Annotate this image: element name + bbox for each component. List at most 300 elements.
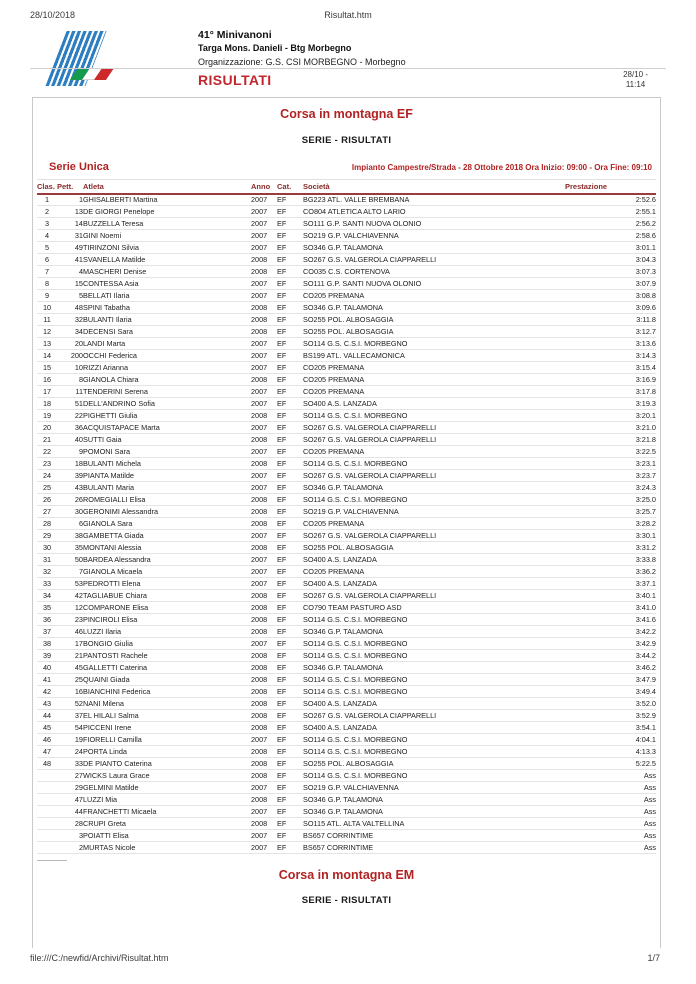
table-row: [37, 314, 656, 326]
cell-prestazione: 3:14.3: [565, 350, 656, 362]
cell-societa: SO400 A.S. LANZADA: [303, 722, 565, 734]
cell-prestazione: 3:11.8: [565, 314, 656, 326]
cell-clas: 46: [37, 734, 57, 746]
cell-pett: 53: [57, 578, 83, 590]
cell-atleta: LANDI Marta: [83, 338, 251, 350]
cell-clas: 9: [37, 290, 57, 302]
cell-prestazione: 3:25.7: [565, 506, 656, 518]
cell-prestazione: Ass: [565, 806, 656, 818]
cell-cat: EF: [277, 278, 303, 290]
cell-atleta: COMPARONE Elisa: [83, 602, 251, 614]
cell-atleta: FRANCHETTI Micaela: [83, 806, 251, 818]
cell-societa: SO114 G.S. C.S.I. MORBEGNO: [303, 734, 565, 746]
cell-clas: 35: [37, 602, 57, 614]
series-label: Serie Unica: [49, 161, 109, 173]
table-row: [37, 806, 656, 818]
header-atleta: Atleta: [83, 180, 251, 194]
cell-societa: SO267 G.S. VALGEROLA CIAPPARELLI: [303, 710, 565, 722]
cell-clas: 39: [37, 650, 57, 662]
print-header: [30, 10, 666, 22]
cell-societa: SO267 G.S. VALGEROLA CIAPPARELLI: [303, 590, 565, 602]
cell-anno: 2007: [251, 338, 277, 350]
cell-atleta: POMONI Sara: [83, 446, 251, 458]
cell-prestazione: 3:41.6: [565, 614, 656, 626]
cell-societa: SO111 G.P. SANTI NUOVA OLONIO: [303, 278, 565, 290]
cell-cat: EF: [277, 794, 303, 806]
table-row: [37, 446, 656, 458]
cell-societa: SO346 G.P. TALAMONA: [303, 302, 565, 314]
table-row: [37, 710, 656, 722]
cell-anno: 2008: [251, 614, 277, 626]
cell-anno: 2008: [251, 518, 277, 530]
cell-atleta: MONTANI Alessia: [83, 542, 251, 554]
cell-clas: 10: [37, 302, 57, 314]
cell-pett: 18: [57, 458, 83, 470]
cell-atleta: CONTESSA Asia: [83, 278, 251, 290]
cell-pett: 48: [57, 302, 83, 314]
cell-atleta: BARDEA Alessandra: [83, 554, 251, 566]
table-row: [37, 590, 656, 602]
cell-pett: 5: [57, 290, 83, 302]
cell-atleta: PINCIROLI Elisa: [83, 614, 251, 626]
cell-atleta: DE PIANTO Caterina: [83, 758, 251, 770]
cell-societa: SO255 POL. ALBOSAGGIA: [303, 542, 565, 554]
cell-societa: SO114 G.S. C.S.I. MORBEGNO: [303, 674, 565, 686]
cell-anno: 2008: [251, 314, 277, 326]
table-row: [37, 626, 656, 638]
cell-prestazione: 2:55.1: [565, 206, 656, 218]
table-row: [37, 578, 656, 590]
cell-prestazione: 3:42.9: [565, 638, 656, 650]
table-row: [37, 770, 656, 782]
cell-atleta: BONGIO Giulia: [83, 638, 251, 650]
cell-pett: 51: [57, 398, 83, 410]
next-section-title: Corsa in montagna EM: [278, 868, 415, 882]
cell-clas: 20: [37, 422, 57, 434]
table-row: [37, 278, 656, 290]
cell-atleta: GINI Noemi: [83, 230, 251, 242]
cell-cat: EF: [277, 446, 303, 458]
cell-prestazione: 2:52.6: [565, 194, 656, 206]
cell-cat: EF: [277, 410, 303, 422]
table-row: [37, 290, 656, 302]
results-table: [37, 179, 656, 854]
cell-prestazione: 3:12.7: [565, 326, 656, 338]
cell-cat: EF: [277, 422, 303, 434]
cell-cat: EF: [277, 674, 303, 686]
cell-anno: 2007: [251, 470, 277, 482]
cell-societa: CO205 PREMANA: [303, 290, 565, 302]
cell-societa: CO804 ATLETICA ALTO LARIO: [303, 206, 565, 218]
table-row: [37, 746, 656, 758]
cell-clas: 11: [37, 314, 57, 326]
cell-pett: 45: [57, 662, 83, 674]
header-societa: Società: [303, 180, 565, 194]
cell-atleta: GIANOLA Chiara: [83, 374, 251, 386]
cell-atleta: SVANELLA Matilde: [83, 254, 251, 266]
table-row: [37, 650, 656, 662]
cell-prestazione: 3:08.8: [565, 290, 656, 302]
cell-anno: 2007: [251, 578, 277, 590]
cell-atleta: EL HILALI Salma: [83, 710, 251, 722]
cell-pett: 27: [57, 770, 83, 782]
print-filename: Risultat.htm: [324, 10, 372, 20]
cell-anno: 2007: [251, 782, 277, 794]
cell-clas: 24: [37, 470, 57, 482]
cell-prestazione: 3:40.1: [565, 590, 656, 602]
cell-clas: 7: [37, 266, 57, 278]
cell-cat: EF: [277, 434, 303, 446]
cell-clas: 47: [37, 746, 57, 758]
table-row: [37, 218, 656, 230]
cell-anno: 2007: [251, 362, 277, 374]
cell-societa: SO114 G.S. C.S.I. MORBEGNO: [303, 650, 565, 662]
cell-societa: SO111 G.P. SANTI NUOVA OLONIO: [303, 218, 565, 230]
table-row: [37, 698, 656, 710]
table-row: [37, 482, 656, 494]
cell-atleta: GELMINI Matilde: [83, 782, 251, 794]
cell-prestazione: 3:30.1: [565, 530, 656, 542]
results-table-header: [37, 180, 656, 194]
table-row: [37, 230, 656, 242]
cell-cat: EF: [277, 842, 303, 854]
cell-pett: 46: [57, 626, 83, 638]
cell-clas: 17: [37, 386, 57, 398]
cell-cat: EF: [277, 650, 303, 662]
cell-prestazione: 3:04.3: [565, 254, 656, 266]
cell-atleta: ACQUISTAPACE Marta: [83, 422, 251, 434]
cell-clas: [37, 794, 57, 806]
cell-prestazione: 3:23.7: [565, 470, 656, 482]
cell-pett: 40: [57, 434, 83, 446]
table-row: [37, 470, 656, 482]
cell-societa: SO114 G.S. C.S.I. MORBEGNO: [303, 746, 565, 758]
cell-atleta: RIZZI Arianna: [83, 362, 251, 374]
cell-societa: CO205 PREMANA: [303, 386, 565, 398]
cell-atleta: GIANOLA Sara: [83, 518, 251, 530]
cell-cat: EF: [277, 458, 303, 470]
cell-societa: BS657 CORRINTIME: [303, 842, 565, 854]
cell-atleta: BULANTI Maria: [83, 482, 251, 494]
cell-cat: EF: [277, 614, 303, 626]
cell-prestazione: 3:33.8: [565, 554, 656, 566]
cell-anno: 2008: [251, 722, 277, 734]
cell-societa: SO346 G.P. TALAMONA: [303, 482, 565, 494]
table-row: [37, 410, 656, 422]
cell-prestazione: 2:56.2: [565, 218, 656, 230]
table-row: [37, 518, 656, 530]
cell-pett: 39: [57, 470, 83, 482]
cell-clas: 1: [37, 194, 57, 206]
cell-anno: 2008: [251, 302, 277, 314]
table-row: [37, 422, 656, 434]
header-divider: [30, 68, 666, 69]
cell-anno: 2008: [251, 410, 277, 422]
cell-prestazione: 3:19.3: [565, 398, 656, 410]
cell-clas: 12: [37, 326, 57, 338]
cell-atleta: GAMBETTA Giada: [83, 530, 251, 542]
cell-atleta: LUZZI Mia: [83, 794, 251, 806]
footer-url: file:///C:/newfid/Archivi/Risultat.htm: [30, 953, 169, 963]
cell-clas: 43: [37, 698, 57, 710]
cell-pett: 38: [57, 530, 83, 542]
cell-prestazione: 3:36.2: [565, 566, 656, 578]
cell-anno: 2008: [251, 674, 277, 686]
cell-atleta: BULANTI Ilaria: [83, 314, 251, 326]
cell-prestazione: 3:21.8: [565, 434, 656, 446]
cell-atleta: TAGLIABUE Chiara: [83, 590, 251, 602]
cell-cat: EF: [277, 206, 303, 218]
cell-atleta: FIORELLI Camilla: [83, 734, 251, 746]
cell-clas: 16: [37, 374, 57, 386]
cell-anno: 2008: [251, 374, 277, 386]
cell-clas: 40: [37, 662, 57, 674]
cell-anno: 2008: [251, 794, 277, 806]
cell-clas: 41: [37, 674, 57, 686]
cell-societa: CO790 TEAM PASTURO ASD: [303, 602, 565, 614]
event-title: 41° Minivanoni: [198, 29, 272, 41]
cell-cat: EF: [277, 530, 303, 542]
table-row: [37, 362, 656, 374]
cell-pett: 37: [57, 710, 83, 722]
cell-pett: 41: [57, 254, 83, 266]
cell-societa: SO219 G.P. VALCHIAVENNA: [303, 782, 565, 794]
cell-cat: EF: [277, 554, 303, 566]
cell-pett: 35: [57, 542, 83, 554]
cell-societa: SO255 POL. ALBOSAGGIA: [303, 326, 565, 338]
cell-atleta: MASCHERI Denise: [83, 266, 251, 278]
cell-atleta: TIRINZONI Silvia: [83, 242, 251, 254]
cell-societa: SO267 G.S. VALGEROLA CIAPPARELLI: [303, 422, 565, 434]
section-title: Corsa in montagna EF: [280, 107, 413, 121]
cell-cat: EF: [277, 338, 303, 350]
cell-pett: 50: [57, 554, 83, 566]
cell-cat: EF: [277, 350, 303, 362]
cell-atleta: PANTOSTI Rachele: [83, 650, 251, 662]
cell-societa: SO115 ATL. ALTA VALTELLINA: [303, 818, 565, 830]
cell-atleta: POIATTI Elisa: [83, 830, 251, 842]
cell-societa: SO346 G.P. TALAMONA: [303, 662, 565, 674]
cell-societa: SO255 POL. ALBOSAGGIA: [303, 758, 565, 770]
cell-anno: 2008: [251, 770, 277, 782]
cell-cat: EF: [277, 374, 303, 386]
cell-pett: 10: [57, 362, 83, 374]
cell-pett: 17: [57, 638, 83, 650]
cell-atleta: WICKS Laura Grace: [83, 770, 251, 782]
cell-societa: SO114 G.S. C.S.I. MORBEGNO: [303, 494, 565, 506]
cell-anno: 2008: [251, 818, 277, 830]
cell-cat: EF: [277, 818, 303, 830]
cell-pett: 3: [57, 830, 83, 842]
cell-anno: 2008: [251, 590, 277, 602]
cell-atleta: PEDROTTI Elena: [83, 578, 251, 590]
cell-prestazione: 2:58.6: [565, 230, 656, 242]
cell-clas: 15: [37, 362, 57, 374]
cell-anno: 2007: [251, 230, 277, 242]
table-row: [37, 734, 656, 746]
cell-clas: 13: [37, 338, 57, 350]
cell-cat: EF: [277, 602, 303, 614]
cell-cat: EF: [277, 194, 303, 206]
cell-atleta: BUZZELLA Teresa: [83, 218, 251, 230]
cell-clas: [37, 842, 57, 854]
table-row: [37, 614, 656, 626]
cell-societa: CO205 PREMANA: [303, 374, 565, 386]
cell-pett: 21: [57, 650, 83, 662]
cell-prestazione: 3:01.1: [565, 242, 656, 254]
cell-pett: 14: [57, 218, 83, 230]
series-row: [49, 161, 652, 173]
cell-prestazione: 3:16.9: [565, 374, 656, 386]
cell-atleta: CRUPI Greta: [83, 818, 251, 830]
cell-atleta: BULANTI Michela: [83, 458, 251, 470]
table-row: [37, 638, 656, 650]
cell-societa: SO400 A.S. LANZADA: [303, 698, 565, 710]
cell-clas: 3: [37, 218, 57, 230]
cell-clas: 19: [37, 410, 57, 422]
cell-cat: EF: [277, 626, 303, 638]
cell-pett: 19: [57, 734, 83, 746]
cell-societa: CO205 PREMANA: [303, 446, 565, 458]
cell-anno: 2008: [251, 602, 277, 614]
cell-pett: 7: [57, 566, 83, 578]
cell-prestazione: 5:22.5: [565, 758, 656, 770]
cell-prestazione: 3:09.6: [565, 302, 656, 314]
cell-cat: EF: [277, 542, 303, 554]
cell-cat: EF: [277, 806, 303, 818]
cell-anno: 2007: [251, 242, 277, 254]
cell-pett: 9: [57, 446, 83, 458]
cell-societa: SO400 A.S. LANZADA: [303, 578, 565, 590]
cell-societa: SO346 G.P. TALAMONA: [303, 242, 565, 254]
cell-anno: 2007: [251, 386, 277, 398]
cell-clas: 28: [37, 518, 57, 530]
timestamp-time: 11:14: [625, 79, 646, 89]
cell-clas: 23: [37, 458, 57, 470]
table-row: [37, 542, 656, 554]
cell-anno: 2008: [251, 710, 277, 722]
cell-pett: 44: [57, 806, 83, 818]
cell-societa: SO400 A.S. LANZADA: [303, 398, 565, 410]
cell-anno: 2007: [251, 218, 277, 230]
cell-cat: EF: [277, 782, 303, 794]
cell-clas: 25: [37, 482, 57, 494]
cell-cat: EF: [277, 386, 303, 398]
cell-anno: 2008: [251, 686, 277, 698]
cell-cat: EF: [277, 590, 303, 602]
cell-anno: 2007: [251, 806, 277, 818]
fidal-logo: [46, 31, 116, 89]
cell-prestazione: 3:28.2: [565, 518, 656, 530]
cell-prestazione: 3:49.4: [565, 686, 656, 698]
cell-societa: SO346 G.P. TALAMONA: [303, 806, 565, 818]
cell-societa: SO400 A.S. LANZADA: [303, 554, 565, 566]
cell-prestazione: Ass: [565, 830, 656, 842]
cell-clas: 5: [37, 242, 57, 254]
cell-pett: 29: [57, 782, 83, 794]
cell-anno: 2008: [251, 542, 277, 554]
cell-atleta: GERONIMI Alessandra: [83, 506, 251, 518]
cell-anno: 2007: [251, 398, 277, 410]
series-info: Impianto Campestre/Strada - 28 Ottobre 2018 Ora Inizio: 09:00 - Ora Fine: 09:10: [351, 163, 652, 172]
cell-atleta: GIANOLA Micaela: [83, 566, 251, 578]
cell-cat: EF: [277, 518, 303, 530]
cell-prestazione: Ass: [565, 818, 656, 830]
cell-cat: EF: [277, 482, 303, 494]
cell-clas: 26: [37, 494, 57, 506]
cell-anno: 2007: [251, 530, 277, 542]
cell-societa: SO114 G.S. C.S.I. MORBEGNO: [303, 614, 565, 626]
section-subtitle: SERIE - RISULTATI: [301, 135, 392, 146]
cell-atleta: TENDERINI Serena: [83, 386, 251, 398]
table-row: [37, 338, 656, 350]
table-row: [37, 530, 656, 542]
event-header: [198, 29, 406, 68]
cell-societa: BS657 CORRINTIME: [303, 830, 565, 842]
cell-anno: 2008: [251, 662, 277, 674]
cell-prestazione: 3:13.6: [565, 338, 656, 350]
cell-societa: SO114 G.S. C.S.I. MORBEGNO: [303, 638, 565, 650]
cell-anno: 2007: [251, 422, 277, 434]
cell-societa: SO255 POL. ALBOSAGGIA: [303, 314, 565, 326]
results-label: RISULTATI: [198, 72, 272, 88]
cell-clas: 34: [37, 590, 57, 602]
cell-anno: 2007: [251, 278, 277, 290]
cell-pett: 42: [57, 590, 83, 602]
cell-clas: 29: [37, 530, 57, 542]
header-clas: Clas.: [37, 180, 57, 194]
cell-societa: SO114 G.S. C.S.I. MORBEGNO: [303, 458, 565, 470]
cell-pett: 52: [57, 698, 83, 710]
cell-pett: 8: [57, 374, 83, 386]
header-anno: Anno: [251, 180, 277, 194]
cell-cat: EF: [277, 746, 303, 758]
cell-pett: 47: [57, 794, 83, 806]
cell-anno: 2007: [251, 566, 277, 578]
cell-prestazione: 3:52.9: [565, 710, 656, 722]
cell-prestazione: 3:41.0: [565, 602, 656, 614]
next-section-subtitle: SERIE - RISULTATI: [301, 895, 392, 906]
cell-pett: 16: [57, 686, 83, 698]
cell-anno: 2007: [251, 842, 277, 854]
cell-societa: CO205 PREMANA: [303, 362, 565, 374]
cell-clas: 22: [37, 446, 57, 458]
table-row: [37, 830, 656, 842]
cell-pett: 13: [57, 206, 83, 218]
cell-societa: CO035 C.S. CORTENOVA: [303, 266, 565, 278]
cell-anno: 2008: [251, 698, 277, 710]
cell-cat: EF: [277, 494, 303, 506]
cell-cat: EF: [277, 770, 303, 782]
cell-cat: EF: [277, 830, 303, 842]
cell-societa: SO267 G.S. VALGEROLA CIAPPARELLI: [303, 434, 565, 446]
cell-clas: [37, 818, 57, 830]
header-pett: Pett.: [57, 180, 83, 194]
cell-cat: EF: [277, 218, 303, 230]
cell-cat: EF: [277, 686, 303, 698]
cell-prestazione: 3:54.1: [565, 722, 656, 734]
cell-anno: 2008: [251, 458, 277, 470]
cell-anno: 2007: [251, 554, 277, 566]
cell-pett: 25: [57, 674, 83, 686]
cell-societa: SO219 G.P. VALCHIAVENNA: [303, 230, 565, 242]
table-row: [37, 194, 656, 206]
cell-societa: SO267 G.S. VALGEROLA CIAPPARELLI: [303, 530, 565, 542]
cell-clas: 33: [37, 578, 57, 590]
table-row: [37, 374, 656, 386]
cell-clas: 18: [37, 398, 57, 410]
cell-cat: EF: [277, 506, 303, 518]
